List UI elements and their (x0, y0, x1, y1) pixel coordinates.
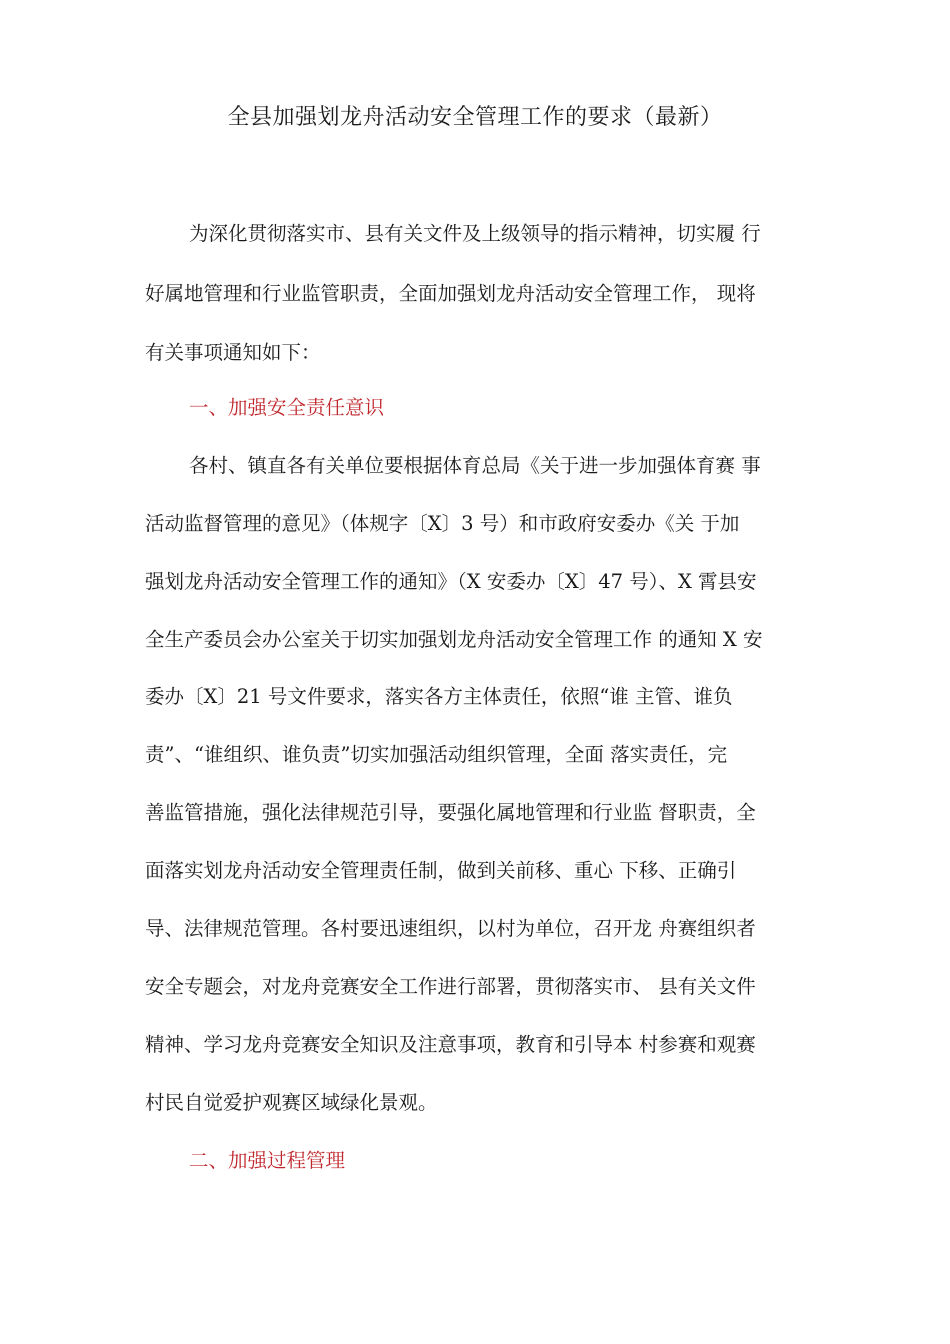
section-1-line-5: 委办〔X〕21 号文件要求，落实各方主体责任，依照“谁 主管、谁负 (145, 685, 733, 708)
section-1-line-7: 善监管措施，强化法律规范引导，要强化属地管理和行业监 督职责，全 (145, 801, 756, 824)
section-1-heading: 一、加强安全责任意识 (189, 396, 385, 419)
section-1-line-4: 全生产委员会办公室关于切实加强划龙舟活动安全管理工作 的通知 X 安 (145, 628, 763, 651)
intro-line-2: 好属地管理和行业监管职责，全面加强划龙舟活动安全管理工作， 现将 (145, 282, 756, 305)
section-1-line-2: 活动监督管理的意见》（体规字〔X〕3 号）和市政府安委办《关 于加 (145, 512, 740, 535)
section-1-line-10: 安全专题会，对龙舟竞赛安全工作进行部署，贯彻落实市、 县有关文件 (145, 975, 756, 998)
section-1-line-3: 强划龙舟活动安全管理工作的通知》（X 安委办〔X〕47 号）、X 霄县安 (145, 570, 757, 593)
section-1-line-11: 精神、学习龙舟竞赛安全知识及注意事项，教育和引导本 村参赛和观赛 (145, 1033, 756, 1056)
section-1-line-1: 各村、镇直各有关单位要根据体育总局《关于进一步加强体育赛 事 (189, 454, 761, 477)
intro-line-1: 为深化贯彻落实市、县有关文件及上级领导的指示精神，切实履 行 (189, 222, 761, 245)
section-1-line-12: 村民自觉爱护观赛区域绿化景观。 (145, 1091, 438, 1114)
section-2-heading: 二、加强过程管理 (189, 1149, 346, 1172)
section-1-line-6: 责”、“谁组织、谁负责”切实加强活动组织管理，全面 落实责任，完 (145, 743, 728, 766)
section-1-line-9: 导、法律规范管理。各村要迅速组织，以村为单位，召开龙 舟赛组织者 (145, 917, 756, 940)
document-title: 全县加强划龙舟活动安全管理工作的要求（最新） (227, 105, 723, 130)
section-1-line-8: 面落实划龙舟活动安全管理责任制，做到关前移、重心 下移、正确引 (145, 859, 737, 882)
intro-line-3: 有关事项通知如下： (145, 341, 321, 364)
